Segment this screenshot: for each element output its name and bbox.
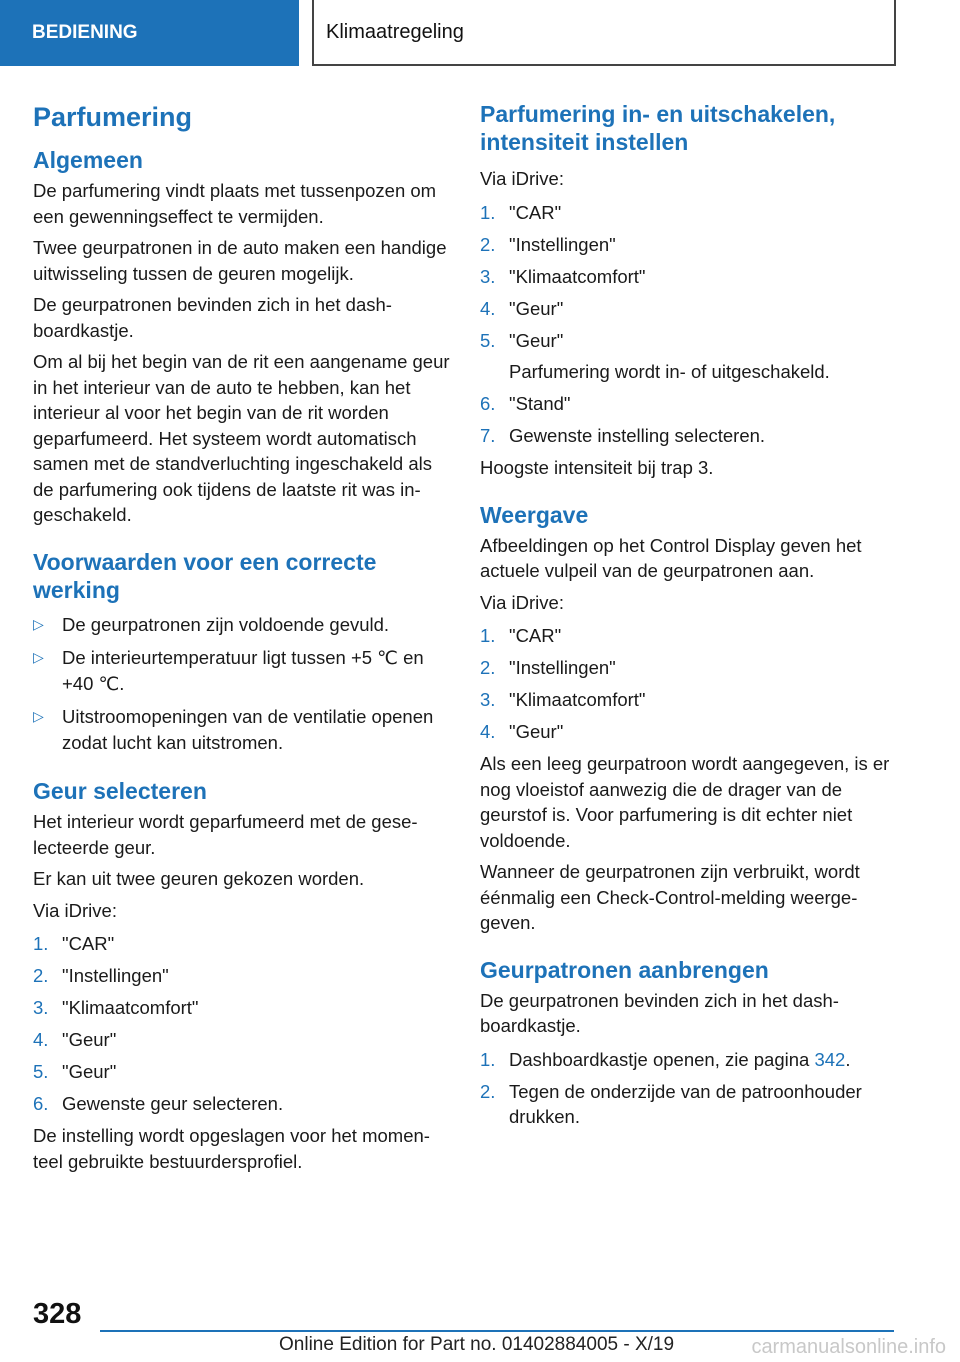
list-item: 2. "Instellingen": [480, 657, 616, 678]
paragraph: Via iDrive:: [33, 899, 117, 921]
triangle-bullet-icon: ▷: [33, 615, 44, 632]
list-item: 2. "Instellingen": [480, 233, 616, 255]
paragraph: Via iDrive:: [480, 168, 564, 189]
paragraph: Als een leeg geurpatroon wordt aangegeven, is er nog vloeistof aanwezig die de drager van de geurstof is. Voor parfumering is dit echter niet voldoende.: [480, 753, 890, 851]
paragraph: De parfumering vindt plaats met tussenpozen om een gewenningseffect te vermijden.: [33, 180, 437, 227]
page-number: 328: [33, 1298, 82, 1330]
list-item: 4. "Geur": [33, 1029, 117, 1050]
list-item: 5. "Geur" Parfumering wordt in- of uitgeschakeld.: [480, 329, 830, 382]
steps-list: [480, 1047, 898, 1130]
paragraph: Het interieur wordt geparfumeerd met de geselecteerde geur.: [33, 811, 418, 858]
list-item: 1. "CAR": [33, 933, 115, 954]
page-title: Parfumering: [33, 102, 193, 132]
paragraph: Afbeeldingen op het Control Display geven het actuele vulpeil van de geurpatronen aan.: [480, 534, 862, 581]
list-item: 3. "Klimaatcomfort": [33, 997, 199, 1018]
steps-list: [480, 623, 898, 745]
watermark: carmanualsonline.info: [751, 1336, 946, 1358]
page-link[interactable]: 342: [814, 1048, 846, 1070]
paragraph: Hoogste intensiteit bij trap 3.: [480, 457, 714, 478]
paragraph: Om al bij het begin van de rit een aangename geur in het interieur van de auto te hebben, kan het interieur al voor het begin van de rit worden geparfumeerd. Het systeem wordt automatisch samen met de standverluchting ingeschakeld als de parfumering ook tijdens de laatste rit was ingeschakeld.: [33, 351, 450, 525]
list-item: 1. "CAR": [480, 625, 562, 646]
list-item: 3. "Klimaatcomfort": [480, 689, 646, 710]
heading-aanbrengen: Geurpatronen aanbrengen: [480, 956, 769, 983]
list-item: 4. "Geur": [480, 721, 564, 742]
section-tab: BEDIENING: [0, 0, 299, 66]
list-item: 2. Tegen de onderzijde van de patroonhouder drukken.: [480, 1080, 862, 1127]
heading-weergave: Weergave: [480, 501, 589, 528]
requirements-list: [33, 612, 451, 756]
paragraph: Via iDrive:: [480, 591, 564, 613]
list-item: 3. "Klimaatcomfort": [480, 265, 646, 287]
list-item: 5. "Geur": [33, 1061, 117, 1082]
list-item: 6. "Stand": [480, 393, 571, 414]
triangle-bullet-icon: ▷: [33, 649, 44, 665]
footer-divider: [100, 1330, 894, 1332]
steps-list: [480, 200, 898, 449]
steps-list: [33, 931, 451, 1117]
edition-text: Online Edition for Part no. 01402884005 - X/19: [279, 1334, 675, 1355]
list-item: 4. "Geur": [480, 297, 564, 319]
list-item: 1. Dashboardkastje openen, zie pagina 342.: [480, 1048, 851, 1070]
paragraph: Twee geurpatronen in de auto maken een handige uitwisseling tussen de geuren mogelijk.: [33, 237, 447, 284]
list-item: ▷ De geurpatronen zijn voldoende gevuld.: [33, 612, 451, 638]
list-item: 2. "Instellingen": [33, 965, 169, 986]
paragraph: De geurpatronen bevinden zich in het dashboardkastje.: [480, 989, 839, 1036]
left-column: [33, 100, 451, 1180]
heading-voorwaarden: Voorwaarden voor een correcte werking: [33, 548, 377, 603]
page-header: [0, 0, 960, 66]
chapter-title: Klimaatregeling: [312, 0, 896, 66]
right-column: [480, 100, 898, 1136]
paragraph: De geurpatronen bevinden zich in het dashboardkastje.: [33, 294, 392, 341]
paragraph: Wanneer de geurpatronen zijn verbruikt, wordt éénmalig een Check-Control-melding weergegeven.: [480, 861, 860, 933]
list-item: ▷ Uitstroomopeningen van de ventilatie openen zodat lucht kan uitstromen.: [33, 706, 434, 753]
list-item: ▷ De interieurtemperatuur ligt tussen +5 ℃ en +40 ℃.: [33, 647, 424, 694]
list-item: 7. Gewenste instelling selecteren.: [480, 425, 766, 446]
list-item: 1. "CAR": [480, 201, 562, 223]
paragraph: Er kan uit twee geuren gekozen worden.: [33, 868, 365, 889]
paragraph: De instelling wordt opgeslagen voor het momenteel gebruikte bestuurdersprofiel.: [33, 1125, 430, 1172]
heading-geur-selecteren: Geur selecteren: [33, 778, 207, 804]
list-item: 6. Gewenste geur selecteren.: [33, 1093, 284, 1114]
heading-algemeen: Algemeen: [33, 147, 143, 173]
heading-schakelen: Parfumering in- en uitschakelen, intensiteit instellen: [480, 101, 836, 155]
triangle-bullet-icon: ▷: [33, 708, 44, 724]
